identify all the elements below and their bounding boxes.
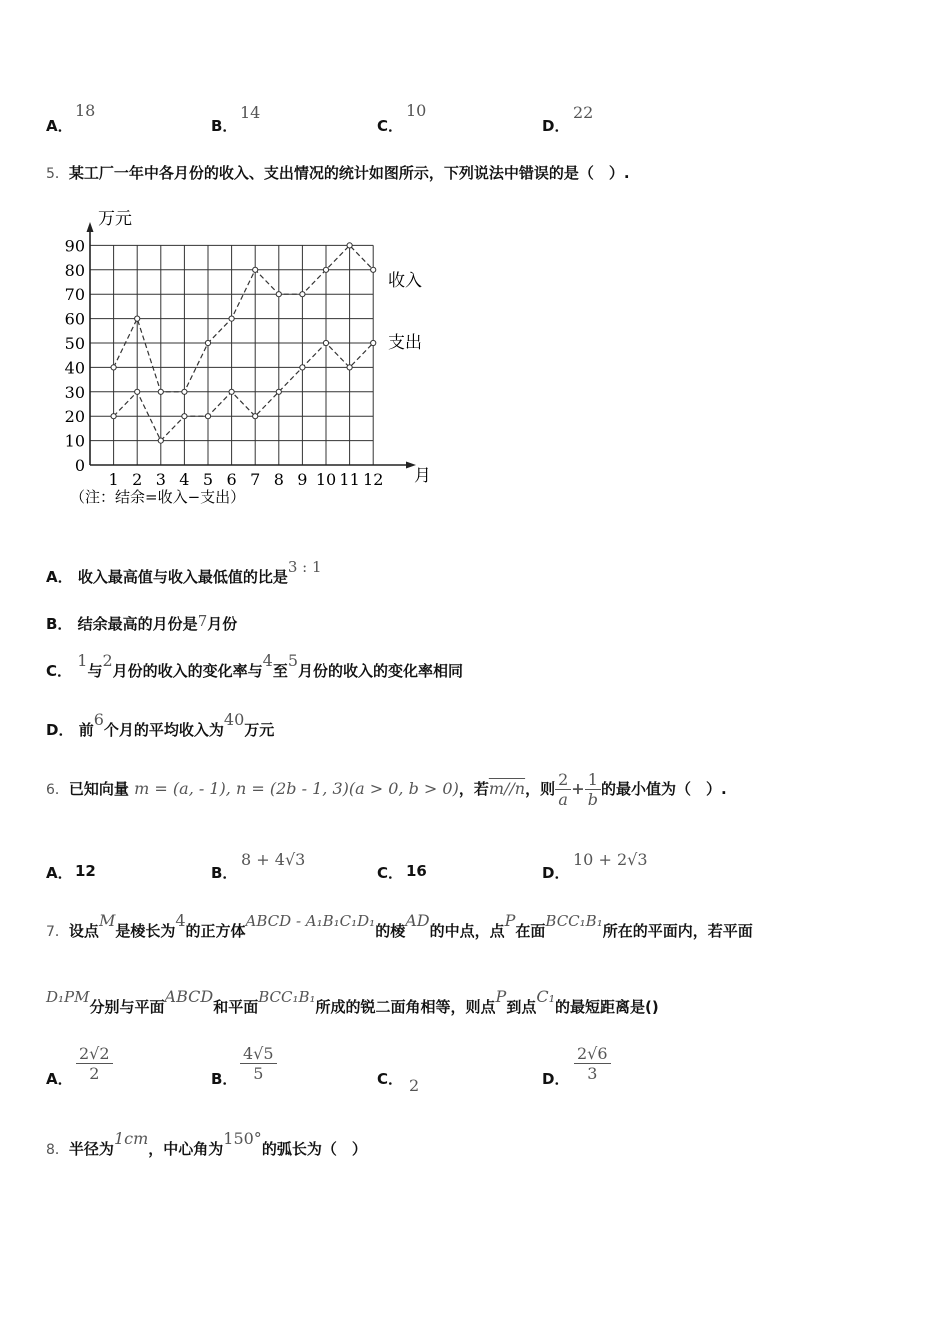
chart-axes — [87, 222, 417, 469]
q6-option-b-value: 8 + 4√3 — [241, 850, 306, 869]
question-7-t9: 和平面 — [213, 998, 259, 1016]
question-7-t4: 的棱 — [375, 922, 406, 940]
q7-option-b-fraction: $\frac{4√5}{5}$ — [240, 1044, 277, 1083]
q5-option-c-t2: 月份的收入的变化率与 — [112, 662, 263, 680]
q5-option-c — [46, 651, 464, 681]
q5-option-a — [46, 558, 322, 587]
x-tick-label: 12 — [363, 470, 384, 489]
expense-point — [300, 365, 305, 370]
question-7-t10: 所成的锐二面角相等，则点 — [315, 998, 496, 1016]
question-7-t3: 的正方体 — [185, 922, 246, 940]
q5-option-c-t4: 月份的收入的变化率相同 — [298, 662, 464, 680]
y-tick-label: 40 — [64, 358, 85, 378]
expense-point — [371, 340, 376, 345]
y-tick-label: 90 — [64, 236, 85, 256]
q5-option-a-text: 收入最高值与收入最低值的比是 — [77, 568, 288, 586]
q5-option-a-ratio: 3 : 1 — [287, 558, 322, 576]
x-tick-label: 3 — [155, 470, 166, 489]
q6-option-c-value: 16 — [406, 862, 427, 880]
question-7-m2: 4 — [175, 911, 186, 930]
question-6-t1: 已知向量 — [68, 780, 129, 798]
question-7-m5: P — [504, 911, 516, 930]
expense-point — [276, 389, 281, 394]
legend-expense: 支出 — [388, 333, 422, 353]
question-8-m1: 1cm — [113, 1129, 149, 1148]
q4-option-b-label: B． — [211, 117, 238, 135]
income-point — [229, 316, 234, 321]
expense-point — [158, 438, 163, 443]
q6-option-d-label: D． — [542, 864, 570, 882]
question-6-vectors: m = (a, - 1), n = (2b - 1, 3)(a > 0, b > 0) — [134, 779, 459, 798]
q5-option-a-label: A． — [46, 568, 73, 586]
question-6-parallel: m//n — [488, 779, 526, 798]
question-7-number: 7． — [46, 924, 69, 940]
question-6-t3: ，则 — [525, 780, 556, 798]
question-5-text: 某工厂一年中各月份的收入、支出情况的统计如图所示，下列说法中错误的是（ ）. — [68, 164, 630, 182]
question-8-stem — [46, 1129, 367, 1159]
q6-option-a-value: 12 — [75, 862, 96, 880]
question-8-t2: ，中心角为 — [148, 1140, 224, 1158]
y-tick-label: 30 — [64, 382, 85, 402]
income-point — [347, 243, 352, 248]
x-tick-label: 8 — [273, 470, 284, 489]
q4-option-c-label: C． — [377, 117, 404, 135]
question-7-m11: C₁ — [536, 987, 555, 1006]
question-8-t3: 的弧长为（ ） — [261, 1140, 367, 1158]
question-6-t4: 的最小值为（ ）. — [600, 780, 727, 798]
income-point — [182, 389, 187, 394]
income-expense-chart — [60, 200, 440, 515]
income-point — [323, 267, 328, 272]
q7-option-c-value: 2 — [409, 1076, 420, 1095]
expense-point — [205, 414, 210, 419]
expense-point — [182, 414, 187, 419]
x-tick-label: 10 — [315, 470, 337, 489]
question-7-t12: 的最短距离是() — [554, 998, 659, 1016]
question-7-t6: 在面 — [515, 922, 546, 940]
q5-option-b-text1: 结余最高的月份是 — [77, 615, 198, 633]
question-7-t5: 的中点，点 — [429, 922, 505, 940]
y-tick-label: 80 — [64, 260, 85, 280]
q5-option-b-label: B． — [46, 615, 73, 633]
question-5-number: 5． — [46, 166, 69, 182]
expense-point — [111, 414, 116, 419]
income-point — [276, 292, 281, 297]
question-6-stem — [46, 770, 727, 809]
expense-point — [229, 389, 234, 394]
x-tick-label: 6 — [226, 470, 237, 489]
question-7-line-1 — [46, 911, 753, 941]
question-7-t11: 到点 — [506, 998, 537, 1016]
q6-option-a-label: A． — [46, 864, 73, 882]
legend-income: 收入 — [388, 271, 422, 291]
x-tick-label: 1 — [108, 470, 119, 489]
q5-option-b-text2: 月份 — [207, 615, 238, 633]
income-point — [253, 267, 258, 272]
q4-option-c-value: 10 — [406, 101, 427, 120]
question-7-m1: M — [98, 911, 116, 930]
y-tick-label: 60 — [64, 309, 85, 329]
q7-option-a-fraction: $\frac{2√2}{2}$ — [76, 1044, 113, 1083]
question-7-t8: 分别与平面 — [89, 998, 165, 1016]
question-7-t2: 是棱长为 — [115, 922, 176, 940]
income-point — [300, 292, 305, 297]
y-tick-label: 10 — [64, 431, 85, 451]
y-tick-labels — [65, 236, 85, 475]
expense-point — [347, 365, 352, 370]
x-tick-labels — [109, 470, 384, 489]
income-point — [158, 389, 163, 394]
y-tick-label: 20 — [64, 407, 85, 427]
question-6-plus: + — [571, 779, 585, 798]
q5-option-d — [46, 710, 275, 740]
q7-option-a-label: A． — [46, 1070, 73, 1088]
q5-option-c-m4: 5 — [287, 651, 299, 670]
x-tick-label: 7 — [250, 470, 261, 489]
q7-option-d-fraction: $\frac{2√6}{3}$ — [574, 1044, 611, 1083]
q4-option-b-value: 14 — [240, 103, 261, 122]
question-7-line-2 — [46, 987, 659, 1017]
q5-option-b-month: 7 — [197, 612, 208, 630]
question-7-m3: ABCD - A₁B₁C₁D₁ — [245, 912, 376, 930]
question-6-fraction-1: $\frac{2}{a}$ — [555, 770, 571, 809]
q5-option-d-n: 6 — [93, 710, 104, 729]
expense-point — [253, 414, 258, 419]
y-unit-label: 万元 — [98, 209, 132, 229]
q4-option-a-label: A． — [46, 117, 73, 135]
x-tick-label: 4 — [179, 470, 190, 489]
y-tick-label: 70 — [64, 285, 85, 305]
question-7-m7: D₁PM — [46, 988, 90, 1006]
question-7-m9: BCC₁B₁ — [258, 988, 316, 1006]
x-tick-label: 9 — [297, 470, 308, 489]
question-7-m4: AD — [405, 911, 430, 930]
question-7-t7: 所在的平面内，若平面 — [602, 922, 753, 940]
question-7-m10: P — [495, 987, 507, 1006]
q5-option-c-label: C． — [46, 662, 73, 680]
q5-option-d-t1: 前 — [78, 721, 94, 739]
q4-option-d-label: D． — [542, 117, 570, 135]
question-6-t2: ，若 — [458, 780, 489, 798]
y-axis-arrow — [87, 222, 94, 232]
question-7-m8: ABCD — [164, 987, 214, 1006]
question-6-number: 6． — [46, 782, 69, 798]
y-tick-label: 50 — [64, 334, 85, 353]
q7-option-d-label: D． — [542, 1070, 570, 1088]
q5-option-c-m1: 1 — [77, 651, 88, 670]
question-5-stem — [46, 162, 630, 183]
q7-option-b-label: B． — [211, 1070, 238, 1088]
chart-grid — [90, 245, 373, 465]
question-8-m2: 150° — [223, 1129, 262, 1148]
q5-option-d-label: D． — [46, 721, 74, 739]
x-tick-label: 5 — [202, 470, 214, 489]
question-8-number: 8． — [46, 1142, 69, 1158]
expense-point — [135, 389, 140, 394]
q4-option-a-value: 18 — [75, 101, 96, 120]
income-point — [135, 316, 140, 321]
y-tick-label: 0 — [74, 456, 85, 475]
chart-note: （注：结余=收入−支出） — [70, 488, 246, 506]
income-point — [371, 267, 376, 272]
question-8-t1: 半径为 — [68, 1140, 114, 1158]
x-tick-label: 11 — [339, 470, 360, 489]
q5-option-d-t3: 万元 — [244, 721, 275, 739]
question-6-fraction-2: $\frac{1}{b}$ — [585, 770, 601, 809]
q7-option-c-label: C． — [377, 1070, 404, 1088]
q5-option-c-t1: 与 — [87, 662, 103, 680]
q5-option-c-m2: 2 — [102, 651, 113, 670]
income-point — [205, 340, 210, 345]
q4-option-d-value: 22 — [573, 103, 594, 122]
expense-point — [323, 340, 328, 345]
q5-option-d-value: 40 — [223, 710, 245, 729]
question-7-m6: BCC₁B₁ — [545, 912, 603, 930]
question-7-t1: 设点 — [68, 922, 99, 940]
q6-option-c-label: C． — [377, 864, 404, 882]
q5-option-d-t2: 个月的平均收入为 — [103, 721, 224, 739]
q5-option-c-m3: 4 — [262, 651, 273, 670]
q5-option-c-t3: 至 — [272, 662, 288, 680]
q6-option-b-label: B． — [211, 864, 238, 882]
x-unit-label: 月 — [414, 466, 431, 486]
income-point — [111, 365, 116, 370]
q5-option-b — [46, 613, 237, 634]
q6-option-d-value: 10 + 2√3 — [573, 850, 648, 869]
x-tick-label: 2 — [132, 470, 143, 489]
